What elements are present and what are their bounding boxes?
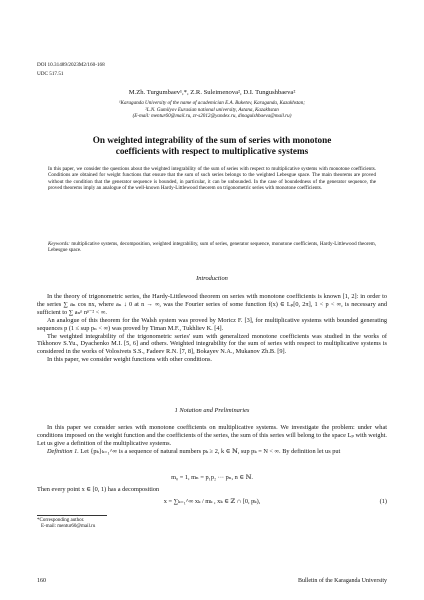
section-1-heading: 1 Notation and Preliminaries [174,407,250,414]
intro-paragraph-4: In this paper, we consider weight functions with other conditions. [47,356,213,364]
definition-label: Definition 1. [47,447,79,455]
definition-1 [37,448,387,456]
introduction-heading: Introduction [196,275,228,282]
title-line-2: coefficients with respect to multiplicative systems [115,146,309,156]
intro-paragraph-1: In the theory of trigonometric series, the Hardy-Littlewood theorem on series with monotone coefficients is known [1, 2]: in order to the series ∑ aₙ cos nx, where aₙ ↓ 0 at n → ∞, was the Fourier series of some function f(x) ∈ Lₚ[0, 2π], 1 < p < ∞, is necessary and sufficient to ∑ aₙᵖ nᵖ⁻² < ∞. [37,293,387,316]
page-number: 160 [37,578,46,584]
equation-number: (1) [379,498,387,505]
title-line-1: On weighted integrability of the sum of series with monotone [92,135,332,145]
section-1-body [37,424,387,456]
section-1-paragraph: In this paper we consider series with monotone coefficients on multiplicative systems. We investigate the problem: under what conditions imposed on the weight function and the coefficients of the series, the sum of this series will belong to the space Lₚ with weight. Let us give a definition of the multiplicative systems. [37,424,387,447]
keywords-label: Keywords: [48,241,70,247]
keywords [48,241,376,254]
doi-line: DOI 10.31489/2023M2/160-168 [37,62,105,68]
footnote-divider [37,515,107,516]
footnote [37,518,95,530]
affiliations [37,100,387,120]
intro-paragraph-2: An analogue of this theorem for the Walsh system was proved by Moricz F. [3], for multiplicative systems with bounded generating sequences p (1 ≤ sup pₙ < ∞) was proved by Timan M.F., Tukhliev K. [4]. [37,316,387,332]
keywords-text: multiplicative systems, decomposition, weighted integrability, sum of series, generator sequence, monotone coefficients, Hardy-Littlewood theorem, Lebesgue space. [48,241,376,254]
then-line [37,486,387,494]
affiliation-2: ²L.N. Gumilyov Eurasian national university, Astana, Kazakhstan [145,106,279,113]
udc-line: UDC 517.51 [37,71,64,77]
equation-1 [37,498,387,505]
equation-x: x = ∑ₖ₌₁^∞ xₖ / mₖ , xₖ ∈ ℤ ∩ [0, pₖ), [163,498,261,505]
journal-name: Bulletin of the Karaganda University [298,578,387,584]
author-list: M.Zh. Turgumbaev¹,*, Z.R. Suleimenova², D.I. Tungushbaeva² [128,89,296,96]
equation-m: m₀ = 1, mₙ = p₁p₂ ··· pₙ, n ∈ ℕ. [171,474,253,481]
abstract: In this paper, we consider the questions about the weighted integrability of the sum of series with respect to multiplicative systems with monotone coefficients. Conditions are obtained for weight functions that ensure that the sum of such series belongs to the weighted Lebesgue space. The main theorems are proved without the condition that the generator sequence is bounded, in particular, it can be unbounded. In the case of boundedness of the generator sequence, the proved theorems imply an analogue of the well-known Hardy-Littlewood theorem on trigonometric series with monotone coefficients. [48,166,376,191]
paper-title [37,135,387,157]
definition-text: Let {pₖ}ₖ₌₁^∞ is a sequence of natural numbers pₖ ≥ 2, k ∈ ℕ, sup pₖ = N < ∞. By definition let us put [80,447,341,455]
affiliation-emails: (E-mail: mentur60@mail.ru, zr-s2012@yandex.ru, dinagulshbaeva@mail.ru) [132,113,292,120]
intro-paragraph-3: The weighted integrability of the trigonometric series' sum with generalized monotone coefficients was studied in the works of Tikhonov S.Yu., Dyachenko M.I. [5, 6] and others. Weighted integrability for the sum of series with respect to multiplicative systems is considered in the works of Volosivets S.S., Fadeev R.N. [7, 8], Bokayev N.A., Mukanov Zh.B. [9]. [37,332,387,356]
introduction-body [37,293,387,364]
footnote-corresponding: *Corresponding author. [37,518,85,523]
affiliation-1: ¹Karaganda University of the name of academician E.A. Buketov, Karaganda, Kazakhstan; [119,100,305,106]
footnote-email: E-mail: mentur60@mail.ru [41,524,96,530]
then-text: Then every point x ∈ [0, 1) has a decomposition [37,486,160,493]
